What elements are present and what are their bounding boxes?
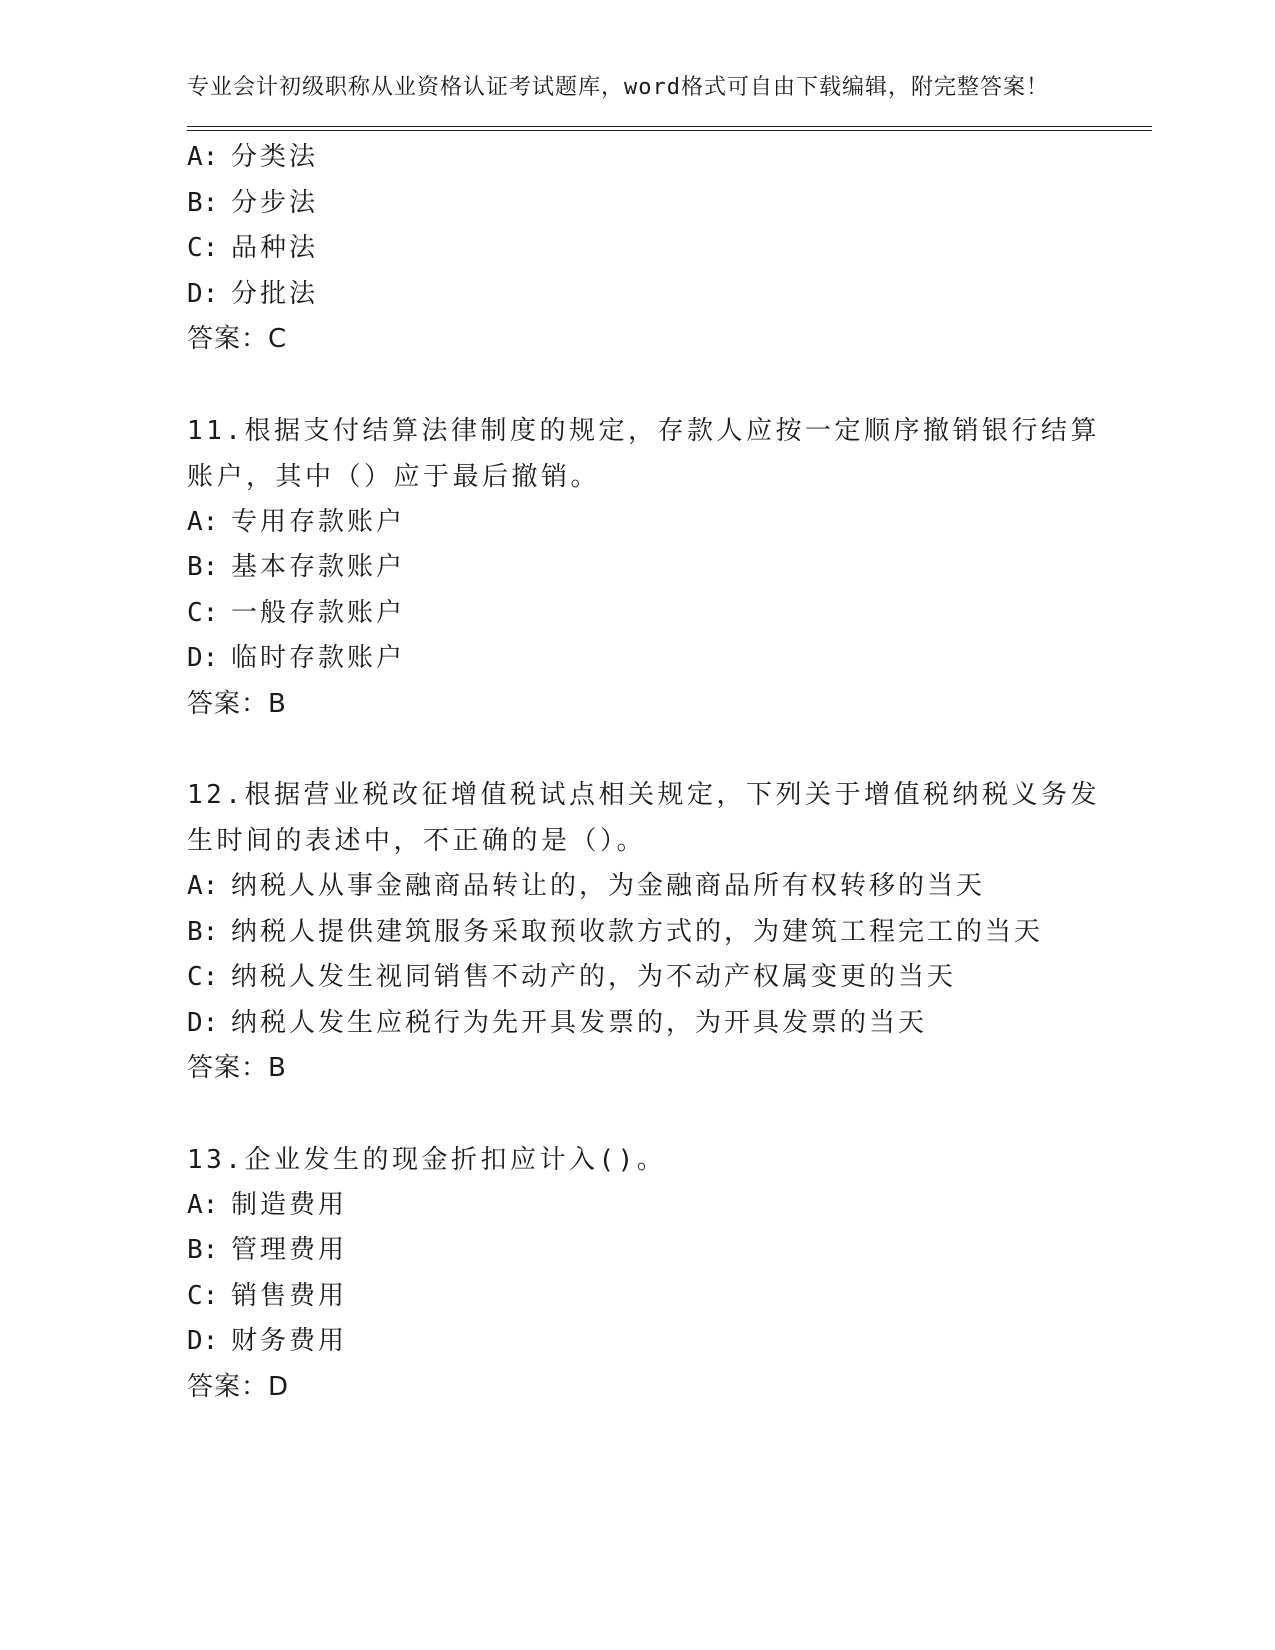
document-page [187, 72, 1152, 1410]
option-text: 分步法 [231, 187, 319, 218]
option-text: 分批法 [231, 278, 319, 309]
option-a [187, 1183, 1152, 1229]
option-c [187, 226, 1152, 272]
option-letter: C: [187, 1280, 219, 1311]
option-text: 管理费用 [231, 1235, 348, 1265]
option-text: 分类法 [231, 142, 319, 172]
option-letter: B: [187, 1235, 219, 1265]
option-text: 专用存款账户 [231, 506, 406, 537]
answer-line: 答案：C [187, 324, 288, 354]
option-b [187, 910, 1152, 956]
question-12 [187, 772, 1152, 1092]
option-text: 纳税人从事金融商品转让的，为金融商品所有权转移的当天 [231, 871, 986, 901]
question-text-line: 11.根据支付结算法律制度的规定，存款人应按一定顺序撤销银行结算 [187, 415, 1100, 446]
question-text-line: 13.企业发生的现金折扣应计入()。 [187, 1144, 667, 1175]
option-text: 一般存款账户 [231, 597, 406, 628]
option-letter: A: [187, 1189, 219, 1220]
question-11 [187, 408, 1152, 728]
option-text: 财务费用 [231, 1326, 348, 1356]
question-text-line: 生时间的表述中，不正确的是（）。 [187, 826, 647, 856]
option-a [187, 864, 1152, 910]
option-text: 销售费用 [231, 1280, 348, 1311]
option-text: 纳税人发生视同销售不动产的，为不动产权属变更的当天 [231, 962, 957, 992]
option-letter: D: [187, 1007, 219, 1038]
option-letter: B: [187, 552, 219, 582]
option-letter: D: [187, 643, 219, 673]
option-text: 品种法 [231, 233, 319, 263]
option-letter: D: [187, 278, 219, 309]
option-d [187, 636, 1152, 682]
option-text: 临时存款账户 [231, 643, 406, 673]
option-b [187, 181, 1152, 227]
option-letter: C: [187, 962, 219, 992]
answer-line: 答案：B [187, 688, 287, 719]
answer-line: 答案：B [187, 1053, 287, 1083]
option-a [187, 500, 1152, 546]
spacer [187, 727, 1152, 772]
option-text: 制造费用 [231, 1189, 348, 1220]
spacer [187, 1092, 1152, 1137]
option-letter: A: [187, 142, 219, 172]
option-text: 基本存款账户 [231, 552, 406, 582]
option-letter: A: [187, 871, 219, 901]
question-10 [187, 135, 1152, 363]
option-letter: C: [187, 597, 219, 628]
option-b [187, 545, 1152, 591]
header-divider [187, 126, 1152, 131]
option-letter: C: [187, 233, 219, 263]
option-a [187, 135, 1152, 181]
question-text-line: 账户，其中（）应于最后撤销。 [187, 461, 601, 492]
question-list [187, 135, 1152, 1410]
spacer [187, 363, 1152, 408]
option-letter: B: [187, 916, 219, 947]
option-c [187, 955, 1152, 1001]
option-text: 纳税人发生应税行为先开具发票的，为开具发票的当天 [231, 1007, 928, 1038]
option-letter: D: [187, 1326, 219, 1356]
option-d [187, 272, 1152, 318]
answer-line: 答案：D [187, 1371, 290, 1402]
option-c [187, 1274, 1152, 1320]
option-b [187, 1228, 1152, 1274]
page-header: 专业会计初级职称从业资格认证考试题库，word格式可自由下载编辑，附完整答案！ [187, 75, 1049, 100]
question-text-line: 12.根据营业税改征增值税试点相关规定，下列关于增值税纳税义务发 [187, 780, 1100, 810]
option-d [187, 1319, 1152, 1365]
option-d [187, 1001, 1152, 1047]
option-letter: A: [187, 506, 219, 537]
question-13 [187, 1137, 1152, 1411]
option-letter: B: [187, 187, 219, 218]
option-c [187, 591, 1152, 637]
option-text: 纳税人提供建筑服务采取预收款方式的，为建筑工程完工的当天 [231, 916, 1044, 947]
